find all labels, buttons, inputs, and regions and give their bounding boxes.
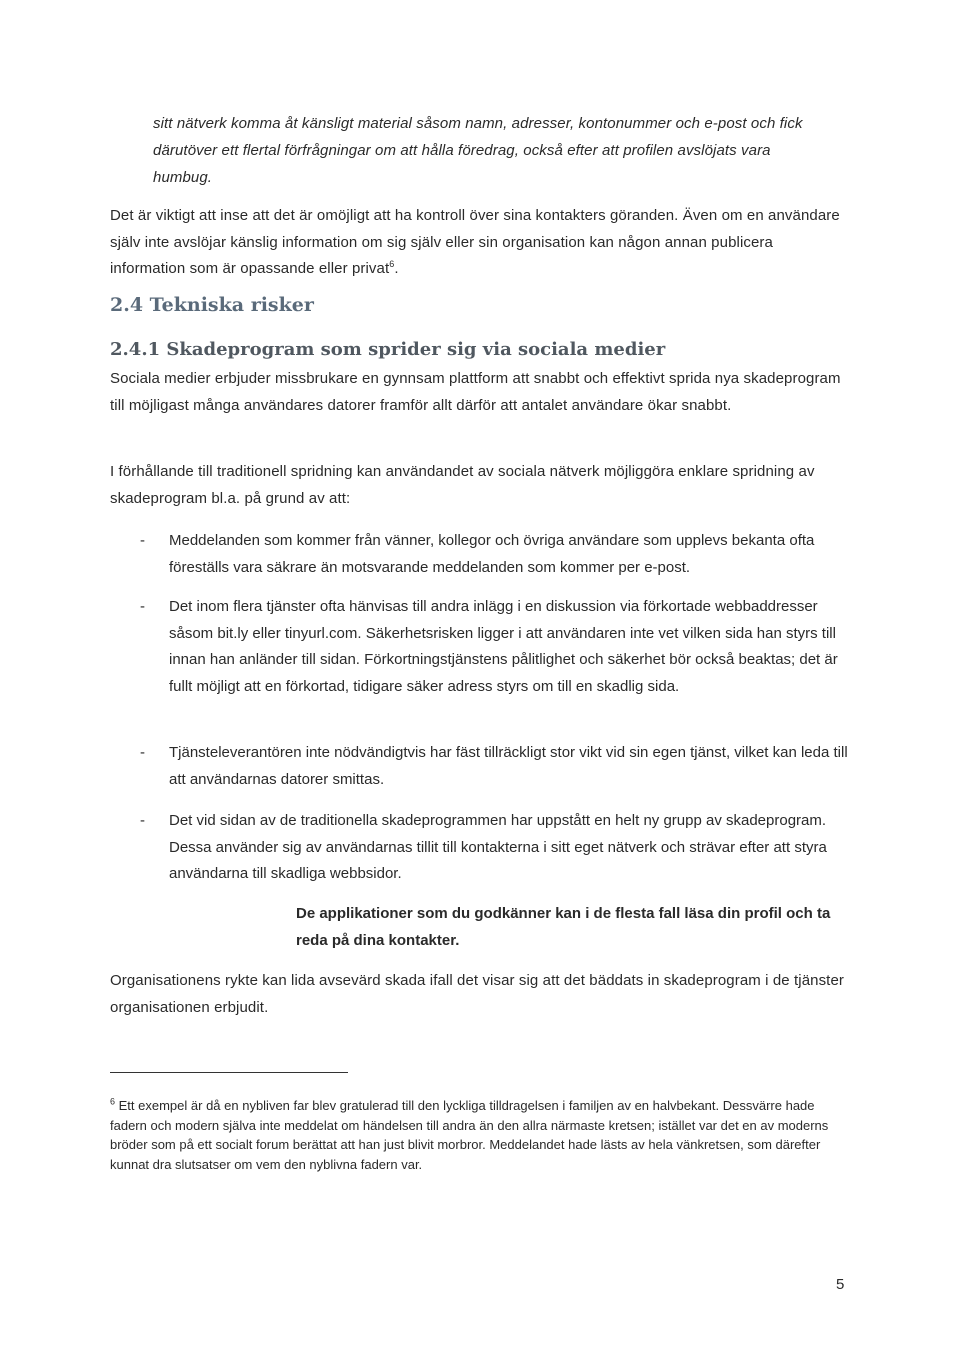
footnote-text: Ett exempel är då en nybliven far blev gratulerad till den lyckliga tilldragelsen i familjen av en halvbekant. Dessvärre hade fadern och modern själva inte meddelat om händelsen till andra än den allra närmaste kretsen; istället var det en av moderns bröder som på ett socialt forum berättat att han just blivit morbror. Meddelandet hade lästs av hela vänkretsen, som därefter kunnat dra slutsatser om vem den nyblivna fadern var. [110, 1098, 829, 1172]
section-heading: 2.4 Tekniska risker [110, 294, 314, 316]
intro-end: . [394, 260, 399, 277]
bullet-marker: - [140, 532, 145, 549]
list-item: Tjänsteleverantören inte nödvändigtvis har fäst tillräckligt stor vikt vid sin egen tjänst, vilket kan leda till att användarnas datorer smittas. [169, 744, 848, 788]
paragraph-reputation: Organisationens rykte kan lida avsevärd skada ifall det visar sig att det bäddats in skadeprogram i de tjänster organisationen erbjudit. [110, 972, 844, 1016]
paragraph-traditional-spread: I förhållande till traditionell spridning kan användandet av sociala nätverk möjliggöra enklare spridning av skadeprogram bl.a. på grund av att: [110, 463, 815, 507]
list-item: Det inom flera tjänster ofta hänvisas till andra inlägg i en diskussion via förkortade webbaddresser såsom bit.ly eller tinyurl.com. Säkerhetsrisken ligger i att användaren inte vet vilken sida han styrs till innan han anländer till sidan. Förkortningstjänstens pålitlighet och säkerhet bör också beaktas; det är fullt möjligt att en förkortad, tidigare säker adress styrs om till en skadlig sida. [169, 598, 838, 695]
bullet-marker: - [140, 812, 145, 829]
bullet-marker: - [140, 744, 145, 761]
footnote-reference[interactable]: 6 [389, 259, 395, 269]
intro-text: Det är viktigt att inse att det är omöjligt att ha kontroll över sina kontakters göranden. Även om en användare själv inte avslöjar känslig information om sig själv eller sin organisation kan någon annan publicera information som är opassande eller privat [110, 207, 840, 277]
footnote-divider [110, 1072, 348, 1073]
paragraph-social-media: Sociala medier erbjuder missbrukare en gynnsam plattform att snabbt och effektivt sprida nya skadeprogram till möjligast många användares datorer framför allt därför att antalet användare ökar snabbt. [110, 370, 841, 414]
footnote-number: 6 [110, 1096, 116, 1107]
bullet-marker: - [140, 598, 145, 615]
list-item: Meddelanden som kommer från vänner, kollegor och övriga användare som upplevs bekanta ofta föreställs vara säkrare än motsvarande meddelanden som kommer per e-post. [169, 532, 815, 576]
list-item: Det vid sidan av de traditionella skadeprogrammen har uppstått en helt ny grupp av skadeprogram. Dessa använder sig av användarnas tillit till kontakterna i sitt eget nätverk och strävar efter att styra användarna till skadliga webbsidor. [169, 812, 827, 882]
page-number: 5 [836, 1276, 845, 1293]
footnote [110, 1096, 850, 1174]
intro-paragraph [110, 203, 850, 283]
subsection-heading: 2.4.1 Skadeprogram som sprider sig via sociala medier [110, 339, 666, 360]
bold-note: De applikationer som du godkänner kan i de flesta fall läsa din profil och ta reda på dina kontakter. [296, 905, 831, 949]
quote-paragraph: sitt nätverk komma åt känsligt material såsom namn, adresser, kontonummer och e-post och fick därutöver ett flertal förfrågningar om att hålla föredrag, också efter att profilen avslöjats vara humbug. [153, 115, 803, 186]
